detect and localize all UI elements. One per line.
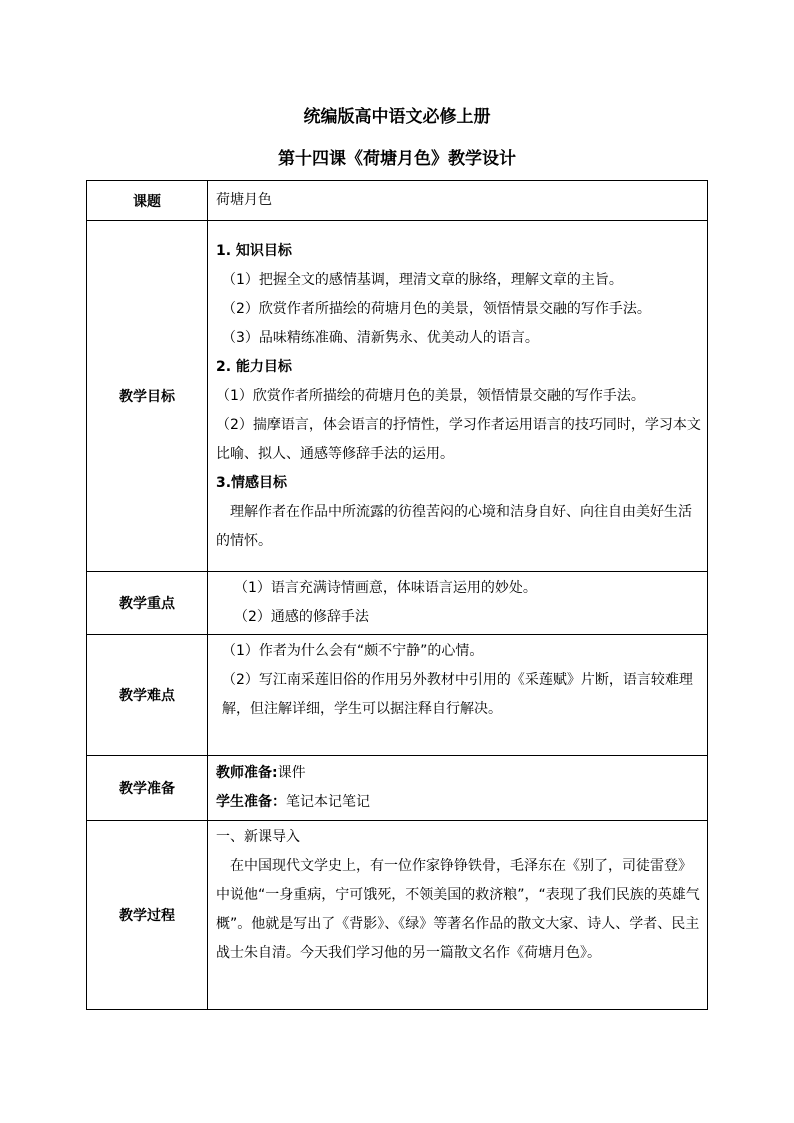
- goals-cell: [208, 221, 708, 572]
- key-point-item: （1）语言充满诗情画意，体味语言运用的妙处。: [234, 580, 537, 596]
- preparation-label: 教学准备: [87, 756, 208, 821]
- key-points-label: 教学重点: [87, 572, 208, 635]
- knowledge-item: （3）品味精练准确、清新隽永、优美动人的语言。: [222, 329, 539, 346]
- topic-value-cell: [208, 181, 708, 221]
- difficulties-cell: [208, 635, 708, 756]
- student-preparation: [216, 788, 701, 817]
- lesson-title: 第十四课《荷塘月色》教学设计: [278, 149, 516, 169]
- row-goals: [87, 221, 708, 572]
- student-preparation-label: 学生准备：: [216, 794, 286, 810]
- document-title: 统编版高中语文必修上册: [303, 107, 491, 127]
- difficulty-item: （1）作者为什么会有“颇不宁静”的心情。: [222, 643, 484, 659]
- difficulties-label: 教学难点: [87, 635, 208, 756]
- knowledge-item: （1）把握全文的感情基调，理清文章的脉络，理解文章的主旨。: [222, 271, 623, 288]
- teacher-preparation-label: 教师准备:: [216, 765, 278, 781]
- process-cell: [208, 821, 708, 1010]
- ability-item: （2）揣摩语言，体会语言的抒情性，学习作者运用语言的技巧同时，学习本文比喻、拟人、通感等修辞手法的运用。: [216, 416, 701, 462]
- difficulty-item: （2）写江南采莲旧俗的作用另外教材中引用的《采莲赋》片断，语言较难理解，但注解详细，学生可以据注释自行解决。: [222, 672, 693, 717]
- key-points-cell: [208, 572, 708, 635]
- key-point-item: （2）通感的修辞手法: [234, 609, 369, 625]
- emotion-heading: 3.情感目标: [216, 474, 288, 491]
- process-label: 教学过程: [87, 821, 208, 1010]
- ability-item: （1）欣赏作者所描绘的荷塘月色的美景，领悟情景交融的写作手法。: [216, 387, 645, 404]
- ability-heading: 2. 能力目标: [216, 358, 292, 375]
- emotion-text: 理解作者在作品中所流露的彷徨苦闷的心境和洁身自好、向往自由美好生活的情怀。: [216, 503, 692, 549]
- student-preparation-value: 笔记本记笔记: [286, 794, 370, 810]
- knowledge-heading: 1. 知识目标: [216, 242, 292, 259]
- topic-value: 荷塘月色: [216, 192, 272, 208]
- process-intro-text: 在中国现代文学史上，有一位作家铮铮铁骨，毛泽东在《别了，司徒雷登》中说他“一身重病，宁可饿死，不领美国的救济粮”，“表现了我们民族的英雄气概”。他就是写出了《背影》、《绿》等著名作品的散文大家、诗人、学者、民主战士朱自清。今天我们学习他的另一篇散文名作《荷塘月色》。: [216, 858, 700, 961]
- teacher-preparation-value: 课件: [277, 765, 306, 781]
- row-preparation: [87, 756, 708, 821]
- row-difficulties: [87, 635, 708, 756]
- goals-label: 教学目标: [87, 221, 208, 572]
- row-key-points: [87, 572, 708, 635]
- row-process: [87, 821, 708, 1010]
- lesson-plan-table: [86, 180, 708, 1010]
- topic-label: 课题: [87, 181, 208, 221]
- row-topic: [87, 181, 708, 221]
- teacher-preparation: [216, 759, 701, 788]
- preparation-cell: [208, 756, 708, 821]
- knowledge-item: （2）欣赏作者所描绘的荷塘月色的美景，领悟情景交融的写作手法。: [222, 300, 651, 317]
- process-section-heading: 一、新课导入: [216, 829, 300, 845]
